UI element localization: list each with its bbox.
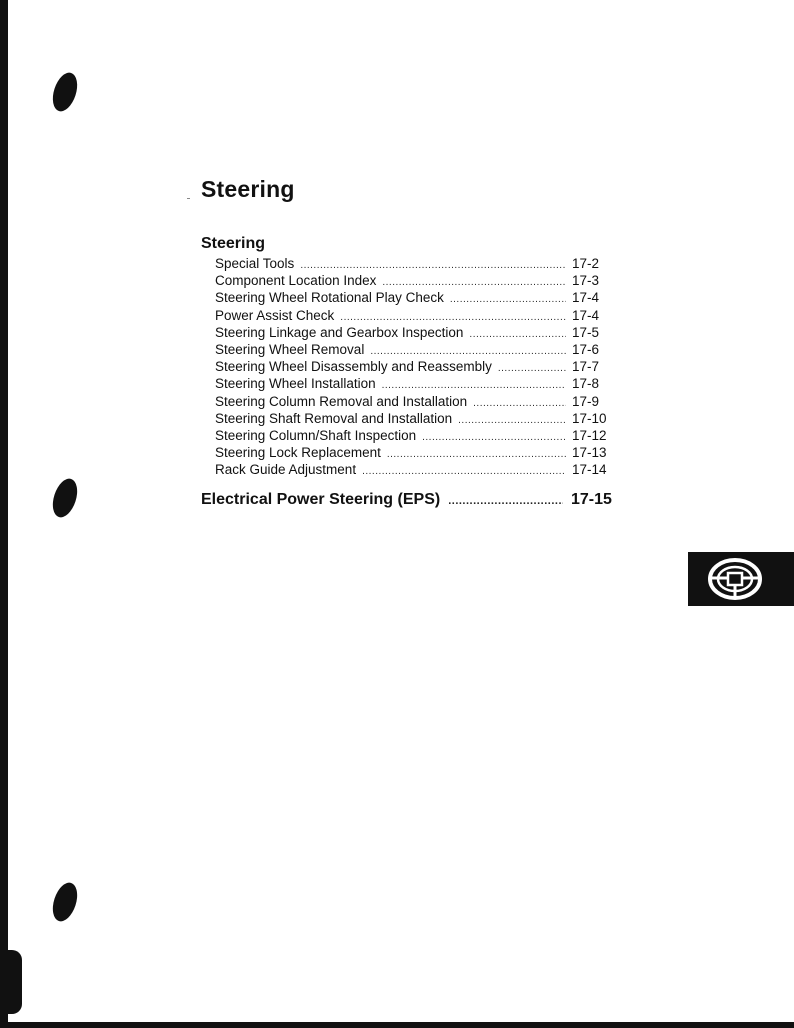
toc-entry-label: Special Tools bbox=[215, 256, 295, 271]
binder-hole bbox=[48, 70, 81, 115]
toc-entry-label: Steering Wheel Removal bbox=[215, 341, 365, 357]
binding-tab bbox=[0, 950, 22, 1014]
toc-entry[interactable] bbox=[215, 427, 615, 444]
dot-leader bbox=[387, 446, 566, 463]
eps-section-label: Electrical Power Steering (EPS) bbox=[201, 491, 441, 508]
toc-entry-page: 17-2 bbox=[572, 256, 600, 271]
toc-entry-page: 17-6 bbox=[572, 341, 600, 357]
toc-entry-label: Steering Wheel Disassembly and Reassembly bbox=[215, 359, 492, 375]
toc-entry[interactable] bbox=[215, 307, 615, 324]
page-title: Steering bbox=[201, 176, 295, 202]
toc-entry-page: 17-5 bbox=[572, 324, 600, 340]
toc-entry-page: 17-4 bbox=[572, 290, 600, 306]
toc-entry-label: Steering Wheel Installation bbox=[215, 376, 376, 392]
toc-entry[interactable] bbox=[215, 341, 615, 358]
steering-wheel-icon bbox=[706, 556, 764, 602]
toc-entry[interactable] bbox=[215, 289, 615, 306]
toc-entry[interactable] bbox=[215, 461, 615, 478]
toc-entry[interactable] bbox=[215, 393, 615, 410]
dot-leader bbox=[498, 360, 566, 377]
toc-entry-label: Steering Column Removal and Installation bbox=[215, 393, 468, 409]
toc-entry-label: Power Assist Check bbox=[215, 307, 335, 323]
binding-edge bbox=[0, 0, 8, 1028]
binder-hole bbox=[48, 476, 81, 521]
toc-entry-page: 17-7 bbox=[572, 359, 600, 375]
toc-entry-label: Steering Column/Shaft Inspection bbox=[215, 427, 417, 443]
toc-list bbox=[215, 255, 615, 478]
toc-entry-label: Steering Wheel Rotational Play Check bbox=[215, 290, 444, 306]
eps-section-entry[interactable] bbox=[201, 491, 615, 509]
toc-entry-label: Rack Guide Adjustment bbox=[215, 462, 357, 478]
dot-leader bbox=[362, 463, 566, 480]
toc-entry[interactable] bbox=[215, 358, 615, 375]
eps-section-page: 17-15 bbox=[571, 491, 612, 508]
section-tab[interactable] bbox=[688, 552, 794, 606]
toc-entry-page: 17-4 bbox=[572, 307, 600, 323]
toc-entry[interactable] bbox=[215, 255, 615, 272]
dot-leader bbox=[469, 326, 566, 343]
toc-entry-label: Steering Shaft Removal and Installation bbox=[215, 410, 453, 426]
binder-hole bbox=[48, 880, 81, 925]
scan-mark bbox=[187, 198, 190, 199]
toc-entry[interactable] bbox=[215, 410, 615, 427]
toc-entry-label: Component Location Index bbox=[215, 273, 377, 289]
toc-entry-page: 17-12 bbox=[572, 427, 607, 443]
toc-entry-page: 17-9 bbox=[572, 393, 600, 409]
dot-leader bbox=[450, 291, 566, 308]
dot-leader bbox=[448, 495, 563, 507]
scan-bottom-edge bbox=[0, 1022, 794, 1028]
toc-entry-page: 17-3 bbox=[572, 273, 600, 289]
toc-entry[interactable] bbox=[215, 375, 615, 392]
toc-entry-page: 17-8 bbox=[572, 376, 600, 392]
toc-entry[interactable] bbox=[215, 444, 615, 461]
dot-leader bbox=[458, 412, 566, 429]
toc-entry-page: 17-13 bbox=[572, 445, 607, 461]
dot-leader bbox=[473, 395, 566, 412]
section-title: Steering bbox=[201, 235, 266, 252]
toc-entry[interactable] bbox=[215, 272, 615, 289]
toc-entry-page: 17-10 bbox=[572, 410, 607, 426]
toc-entry-label: Steering Lock Replacement bbox=[215, 445, 381, 461]
toc-entry[interactable] bbox=[215, 324, 615, 341]
dot-leader bbox=[422, 429, 566, 446]
toc-entry-label: Steering Linkage and Gearbox Inspection bbox=[215, 324, 464, 340]
toc-entry-page: 17-14 bbox=[572, 462, 607, 478]
